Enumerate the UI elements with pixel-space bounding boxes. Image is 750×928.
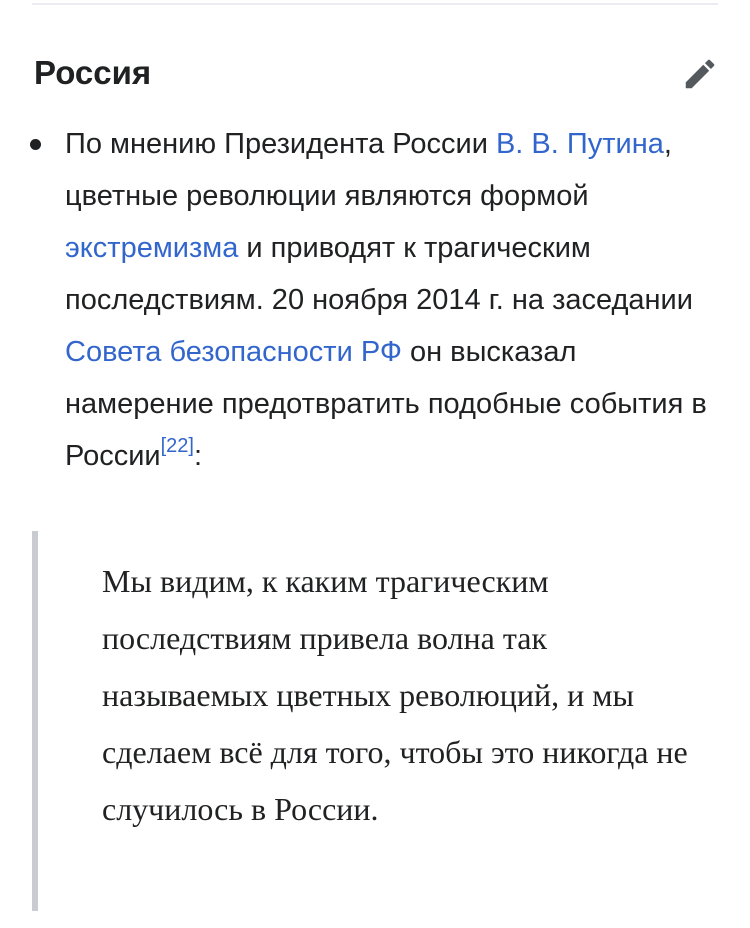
reference-link[interactable]: [22]	[160, 435, 194, 457]
quote-text: Мы видим, к каким трагическим последствиям привела волна так называемых цветных революций, и мы сделаем всё для того, чтобы это никогда не случилось в России.	[102, 563, 688, 827]
paragraph-text: , цветные революции являются формой	[65, 128, 672, 212]
section-header	[34, 52, 720, 96]
bullet-list	[24, 118, 724, 482]
list-item	[24, 118, 724, 482]
section-title: Россия	[34, 54, 152, 91]
edit-section-button[interactable]	[680, 54, 720, 94]
paragraph-text: По мнению Президента России	[65, 128, 496, 160]
blockquote	[32, 531, 692, 911]
bullet-icon	[30, 139, 41, 150]
paragraph-text: и приводят к трагическим последствиям. 20 ноября 2014 г. на заседании	[65, 232, 693, 316]
paragraph-text: он высказал намерение предотвратить подобные события в России	[65, 336, 707, 472]
pencil-icon	[681, 55, 719, 93]
link-putin[interactable]: В. В. Путина	[495, 128, 664, 160]
section-divider	[32, 3, 718, 5]
paragraph-text: :	[193, 440, 203, 472]
link-security-council[interactable]: Совета безопасности РФ	[65, 336, 402, 368]
link-extremism[interactable]: экстремизма	[65, 232, 239, 264]
